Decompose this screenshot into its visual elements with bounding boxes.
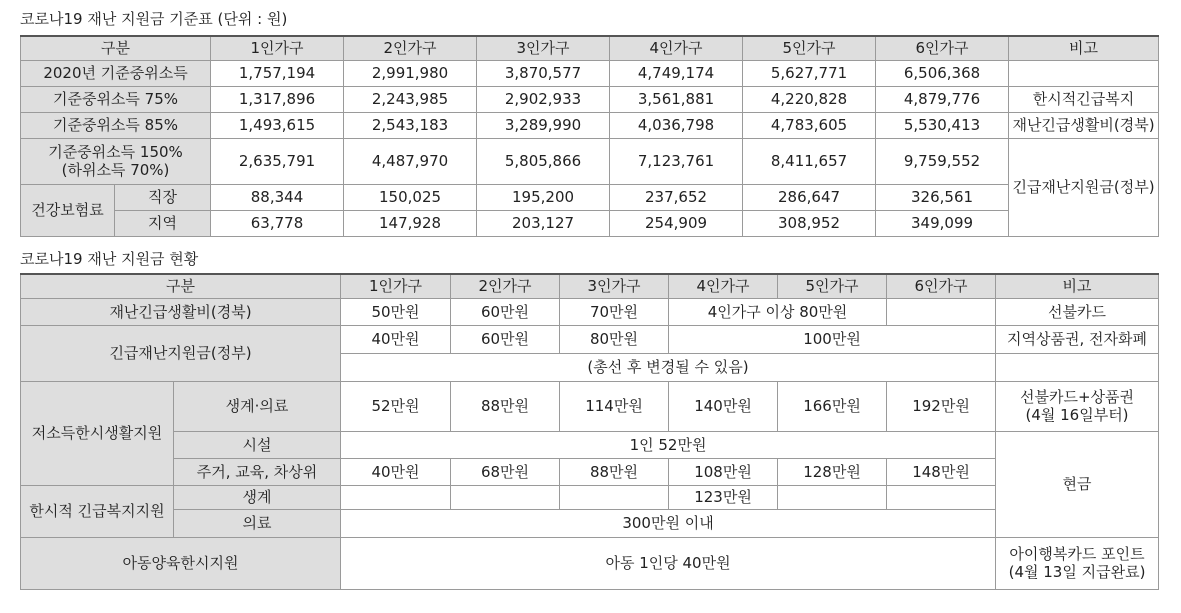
cell-value: 80만원: [560, 325, 669, 353]
cell-value: 1,757,194: [211, 60, 344, 86]
cell-note: 재난긴급생활비(경북): [1009, 112, 1159, 138]
header-3person: 3인가구: [560, 274, 669, 298]
health-sub-label: 지역: [115, 210, 211, 236]
cell-value: 300만원 이내: [341, 509, 996, 537]
note-line2: (4월 13일 지급완료): [1008, 563, 1146, 581]
temp-welfare-label: 한시적 긴급복지지원: [21, 485, 174, 537]
table-row: [21, 381, 1159, 431]
cell-note: [996, 537, 1159, 589]
header-6person: 6인가구: [876, 36, 1009, 60]
header-note: 비고: [996, 274, 1159, 298]
cell-value: 4,036,798: [610, 112, 743, 138]
header-3person: 3인가구: [477, 36, 610, 60]
cell-value: 6,506,368: [876, 60, 1009, 86]
cell-value: 5,530,413: [876, 112, 1009, 138]
cell-value: 3,561,881: [610, 86, 743, 112]
header-2person: 2인가구: [451, 274, 560, 298]
cell-note: [996, 381, 1159, 431]
cell-value: 349,099: [876, 210, 1009, 236]
cell-value: 88만원: [560, 458, 669, 485]
table-row: [21, 138, 1159, 184]
cell-value: 4,783,605: [743, 112, 876, 138]
cell-value: 166만원: [778, 381, 887, 431]
cell-value: 203,127: [477, 210, 610, 236]
table-row: [21, 431, 1159, 458]
note-line1: 선불카드+상품권: [1020, 388, 1135, 406]
cell-value: 140만원: [669, 381, 778, 431]
cell-value: [778, 485, 887, 509]
cell-value: 2,991,980: [344, 60, 477, 86]
cell-note: 한시적긴급복지: [1009, 86, 1159, 112]
sub-label: 의료: [174, 509, 341, 537]
cell-value: 3,289,990: [477, 112, 610, 138]
cell-value: 286,647: [743, 184, 876, 210]
sub-label: 시설: [174, 431, 341, 458]
cell-value: 150,025: [344, 184, 477, 210]
cell-value: 88만원: [451, 381, 560, 431]
row-label: 아동양육한시지원: [21, 537, 341, 589]
header-4person: 4인가구: [669, 274, 778, 298]
cell-value: 63,778: [211, 210, 344, 236]
header-1person: 1인가구: [341, 274, 451, 298]
header-6person: 6인가구: [887, 274, 996, 298]
cell-value: 60만원: [451, 325, 560, 353]
header-category: 구분: [21, 36, 211, 60]
cell-value: 192만원: [887, 381, 996, 431]
cell-value: 3,870,577: [477, 60, 610, 86]
cell-value: 100만원: [669, 325, 996, 353]
header-5person: 5인가구: [743, 36, 876, 60]
row-label: 기준중위소득 85%: [21, 112, 211, 138]
table-row: [21, 298, 1159, 325]
header-4person: 4인가구: [610, 36, 743, 60]
cell-value: 40만원: [341, 458, 451, 485]
sub-label: 생계: [174, 485, 341, 509]
lowincome-label: 저소득한시생활지원: [21, 381, 174, 485]
cell-value: 5,805,866: [477, 138, 610, 184]
table-row: [21, 86, 1159, 112]
sub-label: 주거, 교육, 차상위: [174, 458, 341, 485]
cell-note: 현금: [996, 431, 1159, 537]
cell-value: 50만원: [341, 298, 451, 325]
standard-income-table: [20, 35, 1159, 237]
table-row: [21, 509, 1159, 537]
row-label-line2: (하위소득 70%): [61, 161, 170, 179]
table-row: [21, 112, 1159, 138]
sub-label: 생계·의료: [174, 381, 341, 431]
cell-value: 2,902,933: [477, 86, 610, 112]
cell-value: [887, 298, 996, 325]
cell-value: 70만원: [560, 298, 669, 325]
cell-value: 4,487,970: [344, 138, 477, 184]
cell-value: 195,200: [477, 184, 610, 210]
row-label: [21, 138, 211, 184]
table-row: [21, 60, 1159, 86]
table-row: [21, 458, 1159, 485]
table-row: [21, 184, 1159, 210]
cell-value: 60만원: [451, 298, 560, 325]
cell-value: 1인 52만원: [341, 431, 996, 458]
cell-value: 4인가구 이상 80만원: [669, 298, 887, 325]
table-row: [21, 210, 1159, 236]
cell-value: 68만원: [451, 458, 560, 485]
cell-value: 8,411,657: [743, 138, 876, 184]
cell-value: 아동 1인당 40만원: [341, 537, 996, 589]
cell-value: 2,543,183: [344, 112, 477, 138]
cell-value: 5,627,771: [743, 60, 876, 86]
remark-cell: (총선 후 변경될 수 있음): [341, 353, 996, 381]
cell-value: [341, 485, 451, 509]
cell-value: 108만원: [669, 458, 778, 485]
table-row: [21, 325, 1159, 353]
cell-value: 237,652: [610, 184, 743, 210]
header-note: 비고: [1009, 36, 1159, 60]
cell-value: [560, 485, 669, 509]
note-line1: 아이행복카드 포인트: [1009, 545, 1145, 563]
cell-value: [451, 485, 560, 509]
row-label-line1: 기준중위소득 150%: [48, 143, 183, 161]
cell-note: [1009, 60, 1159, 86]
cell-note: 선불카드: [996, 298, 1159, 325]
cell-value: 254,909: [610, 210, 743, 236]
table-row: [21, 537, 1159, 589]
health-insurance-label: 건강보험료: [21, 184, 115, 236]
row-label: 2020년 기준중위소득: [21, 60, 211, 86]
cell-value: 128만원: [778, 458, 887, 485]
header-5person: 5인가구: [778, 274, 887, 298]
cell-value: 7,123,761: [610, 138, 743, 184]
note-line2: (4월 16일부터): [1025, 406, 1129, 424]
cell-value: 2,243,985: [344, 86, 477, 112]
cell-value: 1,317,896: [211, 86, 344, 112]
cell-value: 308,952: [743, 210, 876, 236]
table2-header-row: [21, 274, 1159, 298]
relief-status-table: [20, 273, 1159, 590]
cell-note: 지역상품권, 전자화폐: [996, 325, 1159, 353]
cell-value: 147,928: [344, 210, 477, 236]
cell-value: [887, 485, 996, 509]
cell-value: 9,759,552: [876, 138, 1009, 184]
cell-value: 1,493,615: [211, 112, 344, 138]
cell-value: 4,749,174: [610, 60, 743, 86]
header-1person: 1인가구: [211, 36, 344, 60]
cell-note: 긴급재난지원금(정부): [1009, 138, 1159, 236]
cell-value: 4,220,828: [743, 86, 876, 112]
header-category: 구분: [21, 274, 341, 298]
table1-caption: 코로나19 재난 지원금 기준표 (단위 : 원): [20, 10, 288, 28]
table-row: [21, 485, 1159, 509]
cell-value: 114만원: [560, 381, 669, 431]
cell-value: 88,344: [211, 184, 344, 210]
cell-value: 40만원: [341, 325, 451, 353]
cell-value: 123만원: [669, 485, 778, 509]
health-sub-label: 직장: [115, 184, 211, 210]
cell-value: 326,561: [876, 184, 1009, 210]
cell-value: 2,635,791: [211, 138, 344, 184]
row-label: 기준중위소득 75%: [21, 86, 211, 112]
cell-value: 4,879,776: [876, 86, 1009, 112]
table1-header-row: [21, 36, 1159, 60]
cell-value: 148만원: [887, 458, 996, 485]
row-label: 긴급재난지원금(정부): [21, 325, 341, 381]
header-2person: 2인가구: [344, 36, 477, 60]
cell-note: [996, 353, 1159, 381]
row-label: 재난긴급생활비(경북): [21, 298, 341, 325]
cell-value: 52만원: [341, 381, 451, 431]
table2-caption: 코로나19 재난 지원금 현황: [20, 250, 199, 268]
